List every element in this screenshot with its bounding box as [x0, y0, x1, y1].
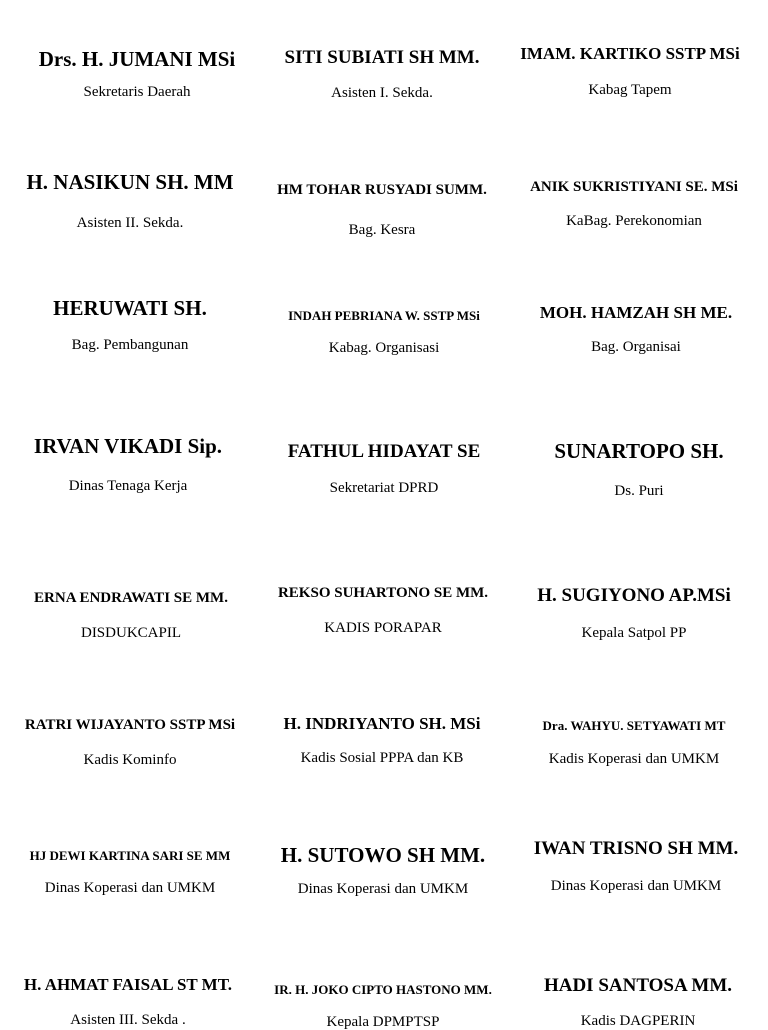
- person-name: FATHUL HIDAYAT SE: [287, 441, 481, 462]
- name-card: [11, 591, 251, 641]
- name-card: [519, 441, 759, 499]
- person-name: HM TOHAR RUSYADI SUMM.: [277, 182, 487, 198]
- person-position: Sekretariat DPRD: [329, 480, 439, 496]
- name-card: [258, 845, 508, 897]
- name-card: [514, 586, 754, 641]
- name-card: [5, 718, 255, 768]
- person-position: Dinas Koperasi dan UMKM: [297, 881, 469, 897]
- person-position: Dinas Koperasi dan UMKM: [550, 878, 722, 894]
- person-name: INDAH PEBRIANA W. SSTP MSi: [288, 308, 480, 323]
- person-position: Ds. Puri: [614, 483, 664, 499]
- person-position: Kepala Satpol PP: [581, 625, 687, 641]
- person-name: ERNA ENDRAWATI SE MM.: [34, 590, 228, 606]
- person-name: ANIK SUKRISTIYANI SE. MSi: [530, 179, 738, 195]
- person-position: Kadis Koperasi dan UMKM: [548, 751, 720, 767]
- person-name: H. AHMAT FAISAL ST MT.: [23, 975, 233, 994]
- name-card: [509, 180, 759, 229]
- name-card: [511, 839, 761, 894]
- person-position: Sekretaris Daerah: [83, 84, 191, 100]
- name-card: [8, 976, 248, 1028]
- person-name: HJ DEWI KARTINA SARI SE MM: [29, 848, 231, 863]
- name-card: [8, 436, 248, 494]
- name-card: [264, 442, 504, 496]
- person-position: Asisten I. Sekda.: [331, 85, 433, 101]
- person-name: H. INDRIYANTO SH. MSi: [283, 714, 481, 733]
- person-position: Kabag. Organisasi: [328, 340, 440, 356]
- name-card: [262, 48, 502, 101]
- person-position: Asisten III. Sekda .: [70, 1012, 186, 1028]
- name-card: [516, 304, 756, 355]
- person-name: Dra. WAHYU. SETYAWATI MT: [542, 718, 726, 733]
- person-position: Kadis Sosial PPPA dan KB: [300, 750, 464, 766]
- person-position: Asisten II. Sekda.: [76, 215, 184, 231]
- name-card: [253, 983, 513, 1030]
- person-position: KADIS PORAPAR: [324, 620, 442, 636]
- person-name: H. SUTOWO SH MM.: [280, 843, 486, 867]
- person-position: Bag. Organisai: [591, 339, 681, 355]
- name-card: [5, 849, 255, 896]
- person-position: Dinas Tenaga Kerja: [68, 478, 188, 494]
- person-name: IRVAN VIKADI Sip.: [33, 434, 223, 458]
- person-position: Kabag Tapem: [588, 82, 672, 98]
- person-name: HERUWATI SH.: [53, 296, 207, 320]
- name-card: [10, 298, 250, 353]
- name-card: [15, 49, 259, 100]
- person-name: REKSO SUHARTONO SE MM.: [277, 585, 489, 601]
- person-name: RATRI WIJAYANTO SSTP MSi: [24, 717, 236, 733]
- person-name: Drs. H. JUMANI MSi: [38, 47, 236, 71]
- name-card: [10, 172, 250, 231]
- person-name: HADI SANTOSA MM.: [543, 975, 733, 996]
- person-name: SITI SUBIATI SH MM.: [284, 47, 480, 68]
- name-card: [254, 309, 514, 356]
- person-position: Kadis Kominfo: [83, 752, 177, 768]
- person-position: Dinas Koperasi dan UMKM: [44, 880, 216, 896]
- person-position: Bag. Kesra: [348, 222, 416, 238]
- name-card: [262, 183, 502, 238]
- person-name: H. NASIKUN SH. MM: [26, 170, 234, 194]
- person-name: SUNARTOPO SH.: [554, 439, 724, 463]
- person-position: Bag. Pembangunan: [71, 337, 189, 353]
- person-position: Kepala DPMPTSP: [326, 1014, 440, 1030]
- person-position: Kadis DAGPERIN: [580, 1013, 696, 1029]
- name-card: [258, 586, 508, 636]
- person-name: IMAM. KARTIKO SSTP MSi: [520, 44, 740, 63]
- name-card: [509, 719, 759, 767]
- person-position: KaBag. Perekonomian: [566, 213, 702, 229]
- name-card: [505, 45, 755, 98]
- name-card: [262, 715, 502, 766]
- person-name: H. SUGIYONO AP.MSi: [537, 585, 731, 606]
- person-name: IR. H. JOKO CIPTO HASTONO MM.: [274, 982, 492, 997]
- person-name: MOH. HAMZAH SH ME.: [539, 303, 733, 322]
- person-position: DISDUKCAPIL: [80, 625, 181, 641]
- name-card: [518, 976, 758, 1029]
- person-name: IWAN TRISNO SH MM.: [533, 838, 739, 859]
